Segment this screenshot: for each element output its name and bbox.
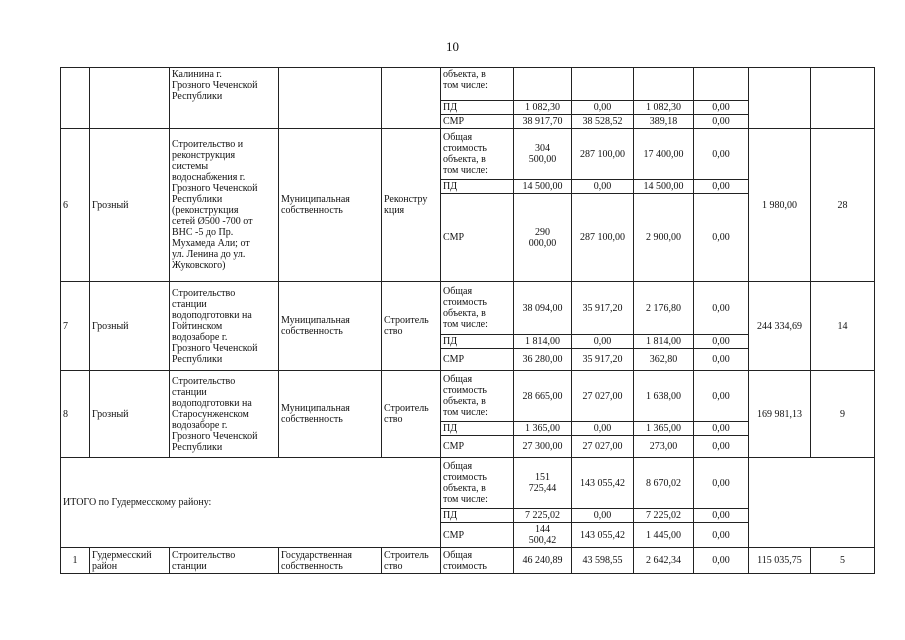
- pd-value: 1 082,30: [514, 101, 572, 115]
- total-value: 28 665,00: [514, 371, 572, 422]
- district-cell: Грозный: [90, 282, 170, 371]
- pd-value: 0,00: [694, 180, 749, 194]
- smr-value: 362,80: [634, 349, 694, 371]
- total-label-cell: Общая стоимость объекта, в том числе:: [441, 458, 514, 509]
- smr-value: 38 528,52: [572, 115, 634, 129]
- empty-cell: [749, 458, 875, 548]
- district-total-label: ИТОГО по Гудермесскому району:: [61, 458, 441, 548]
- smr-value: 144 500,42: [514, 523, 572, 548]
- smr-value: 38 917,70: [514, 115, 572, 129]
- total-value: 287 100,00: [572, 129, 634, 180]
- district-cell: Гудермесский район: [90, 548, 170, 574]
- total-value: 143 055,42: [572, 458, 634, 509]
- total-value: [694, 68, 749, 101]
- pd-label: ПД: [441, 335, 514, 349]
- smr-value: 36 280,00: [514, 349, 572, 371]
- total-value: 38 094,00: [514, 282, 572, 335]
- pd-value: 7 225,02: [634, 509, 694, 523]
- table-row: [61, 129, 875, 180]
- smr-value: 0,00: [694, 349, 749, 371]
- total-value: 17 400,00: [634, 129, 694, 180]
- total-value: 0,00: [694, 371, 749, 422]
- work-type-cell: Строитель ство: [382, 282, 441, 371]
- total-value: 1 638,00: [634, 371, 694, 422]
- pd-value: 14 500,00: [634, 180, 694, 194]
- object-name-cell: Строительство станции водоподготовки на Гойтинском водозаборе г. Грозного Чеченской Республики: [170, 282, 279, 371]
- count-cell: 9: [811, 371, 875, 458]
- total-value: 35 917,20: [572, 282, 634, 335]
- smr-label: СМР: [441, 194, 514, 282]
- smr-value: 0,00: [694, 523, 749, 548]
- smr-label: СМР: [441, 523, 514, 548]
- count-cell: 14: [811, 282, 875, 371]
- smr-value: 389,18: [634, 115, 694, 129]
- total-label-cell: объекта, в том числе:: [441, 68, 514, 101]
- object-name-cell: Строительство станции: [170, 548, 279, 574]
- smr-value: 290 000,00: [514, 194, 572, 282]
- pd-value: 0,00: [694, 335, 749, 349]
- pd-value: 1 814,00: [634, 335, 694, 349]
- work-type-cell: [382, 68, 441, 129]
- pd-value: 0,00: [694, 509, 749, 523]
- smr-value: 27 300,00: [514, 436, 572, 458]
- ownership-cell: Муниципальная собственность: [279, 129, 382, 282]
- pd-value: 1 814,00: [514, 335, 572, 349]
- ownership-cell: Государственная собственность: [279, 548, 382, 574]
- row-number: [61, 68, 90, 129]
- district-cell: Грозный: [90, 129, 170, 282]
- pd-value: 0,00: [572, 101, 634, 115]
- pd-value: 0,00: [572, 180, 634, 194]
- total-value: 0,00: [694, 282, 749, 335]
- object-name-cell: Строительство и реконструкция системы водоснабжения г. Грозного Чеченской Республики (реконструкция сетей Ø500 -700 от ВНС -5 до Пр. Мухамеда Али; от ул. Ленина до ул. Жуковского): [170, 129, 279, 282]
- pd-value: 0,00: [572, 422, 634, 436]
- smr-value: 0,00: [694, 436, 749, 458]
- row-number: 6: [61, 129, 90, 282]
- total-value: 2 176,80: [634, 282, 694, 335]
- count-cell: [811, 68, 875, 129]
- pd-label: ПД: [441, 101, 514, 115]
- capacity-cell: 115 035,75: [749, 548, 811, 574]
- total-value: [634, 68, 694, 101]
- district-cell: Грозный: [90, 371, 170, 458]
- table-row: [61, 458, 875, 509]
- total-value: 0,00: [694, 458, 749, 509]
- table-row: [61, 548, 875, 574]
- smr-value: 0,00: [694, 194, 749, 282]
- smr-label: СМР: [441, 115, 514, 129]
- pd-value: 14 500,00: [514, 180, 572, 194]
- district-cell: [90, 68, 170, 129]
- work-type-cell: Строитель ство: [382, 371, 441, 458]
- count-cell: 5: [811, 548, 875, 574]
- ownership-cell: [279, 68, 382, 129]
- object-name-cell: Калинина г. Грозного Чеченской Республики: [170, 68, 279, 129]
- smr-label: СМР: [441, 436, 514, 458]
- work-type-cell: Реконстру кция: [382, 129, 441, 282]
- total-value: 151 725,44: [514, 458, 572, 509]
- investment-table: [60, 67, 875, 574]
- total-value: 46 240,89: [514, 548, 572, 574]
- pd-value: 1 365,00: [514, 422, 572, 436]
- pd-label: ПД: [441, 422, 514, 436]
- smr-label: СМР: [441, 349, 514, 371]
- row-number: 7: [61, 282, 90, 371]
- page-number: 10: [446, 39, 459, 54]
- total-value: 8 670,02: [634, 458, 694, 509]
- total-value: 0,00: [694, 129, 749, 180]
- capacity-cell: [749, 68, 811, 129]
- row-number: 8: [61, 371, 90, 458]
- pd-value: 7 225,02: [514, 509, 572, 523]
- pd-value: 1 082,30: [634, 101, 694, 115]
- total-label-cell: Общая стоимость объекта, в том числе:: [441, 371, 514, 422]
- pd-value: 1 365,00: [634, 422, 694, 436]
- table-row: [61, 371, 875, 422]
- ownership-cell: Муниципальная собственность: [279, 282, 382, 371]
- total-value: 0,00: [694, 548, 749, 574]
- row-number: 1: [61, 548, 90, 574]
- total-label-cell: Общая стоимость объекта, в том числе:: [441, 129, 514, 180]
- pd-label: ПД: [441, 180, 514, 194]
- smr-value: 273,00: [634, 436, 694, 458]
- smr-value: 2 900,00: [634, 194, 694, 282]
- pd-value: 0,00: [572, 509, 634, 523]
- work-type-cell: Строитель ство: [382, 548, 441, 574]
- pd-label: ПД: [441, 509, 514, 523]
- smr-value: 143 055,42: [572, 523, 634, 548]
- smr-value: 35 917,20: [572, 349, 634, 371]
- capacity-cell: 1 980,00: [749, 129, 811, 282]
- capacity-cell: 244 334,69: [749, 282, 811, 371]
- smr-value: 1 445,00: [634, 523, 694, 548]
- total-value: 304 500,00: [514, 129, 572, 180]
- ownership-cell: Муниципальная собственность: [279, 371, 382, 458]
- table-row: [61, 282, 875, 335]
- total-value: [572, 68, 634, 101]
- count-cell: 28: [811, 129, 875, 282]
- total-label-cell: Общая стоимость объекта, в том числе:: [441, 282, 514, 335]
- total-value: 2 642,34: [634, 548, 694, 574]
- capacity-cell: 169 981,13: [749, 371, 811, 458]
- pd-value: 0,00: [572, 335, 634, 349]
- total-value: 27 027,00: [572, 371, 634, 422]
- smr-value: 0,00: [694, 115, 749, 129]
- smr-value: 287 100,00: [572, 194, 634, 282]
- pd-value: 0,00: [694, 422, 749, 436]
- object-name-cell: Строительство станции водоподготовки на Старосунженском водозаборе г. Грозного Чеченской Республики: [170, 371, 279, 458]
- smr-value: 27 027,00: [572, 436, 634, 458]
- table-row: [61, 68, 875, 101]
- total-value: [514, 68, 572, 101]
- total-value: 43 598,55: [572, 548, 634, 574]
- pd-value: 0,00: [694, 101, 749, 115]
- total-label-cell: Общая стоимость: [441, 548, 514, 574]
